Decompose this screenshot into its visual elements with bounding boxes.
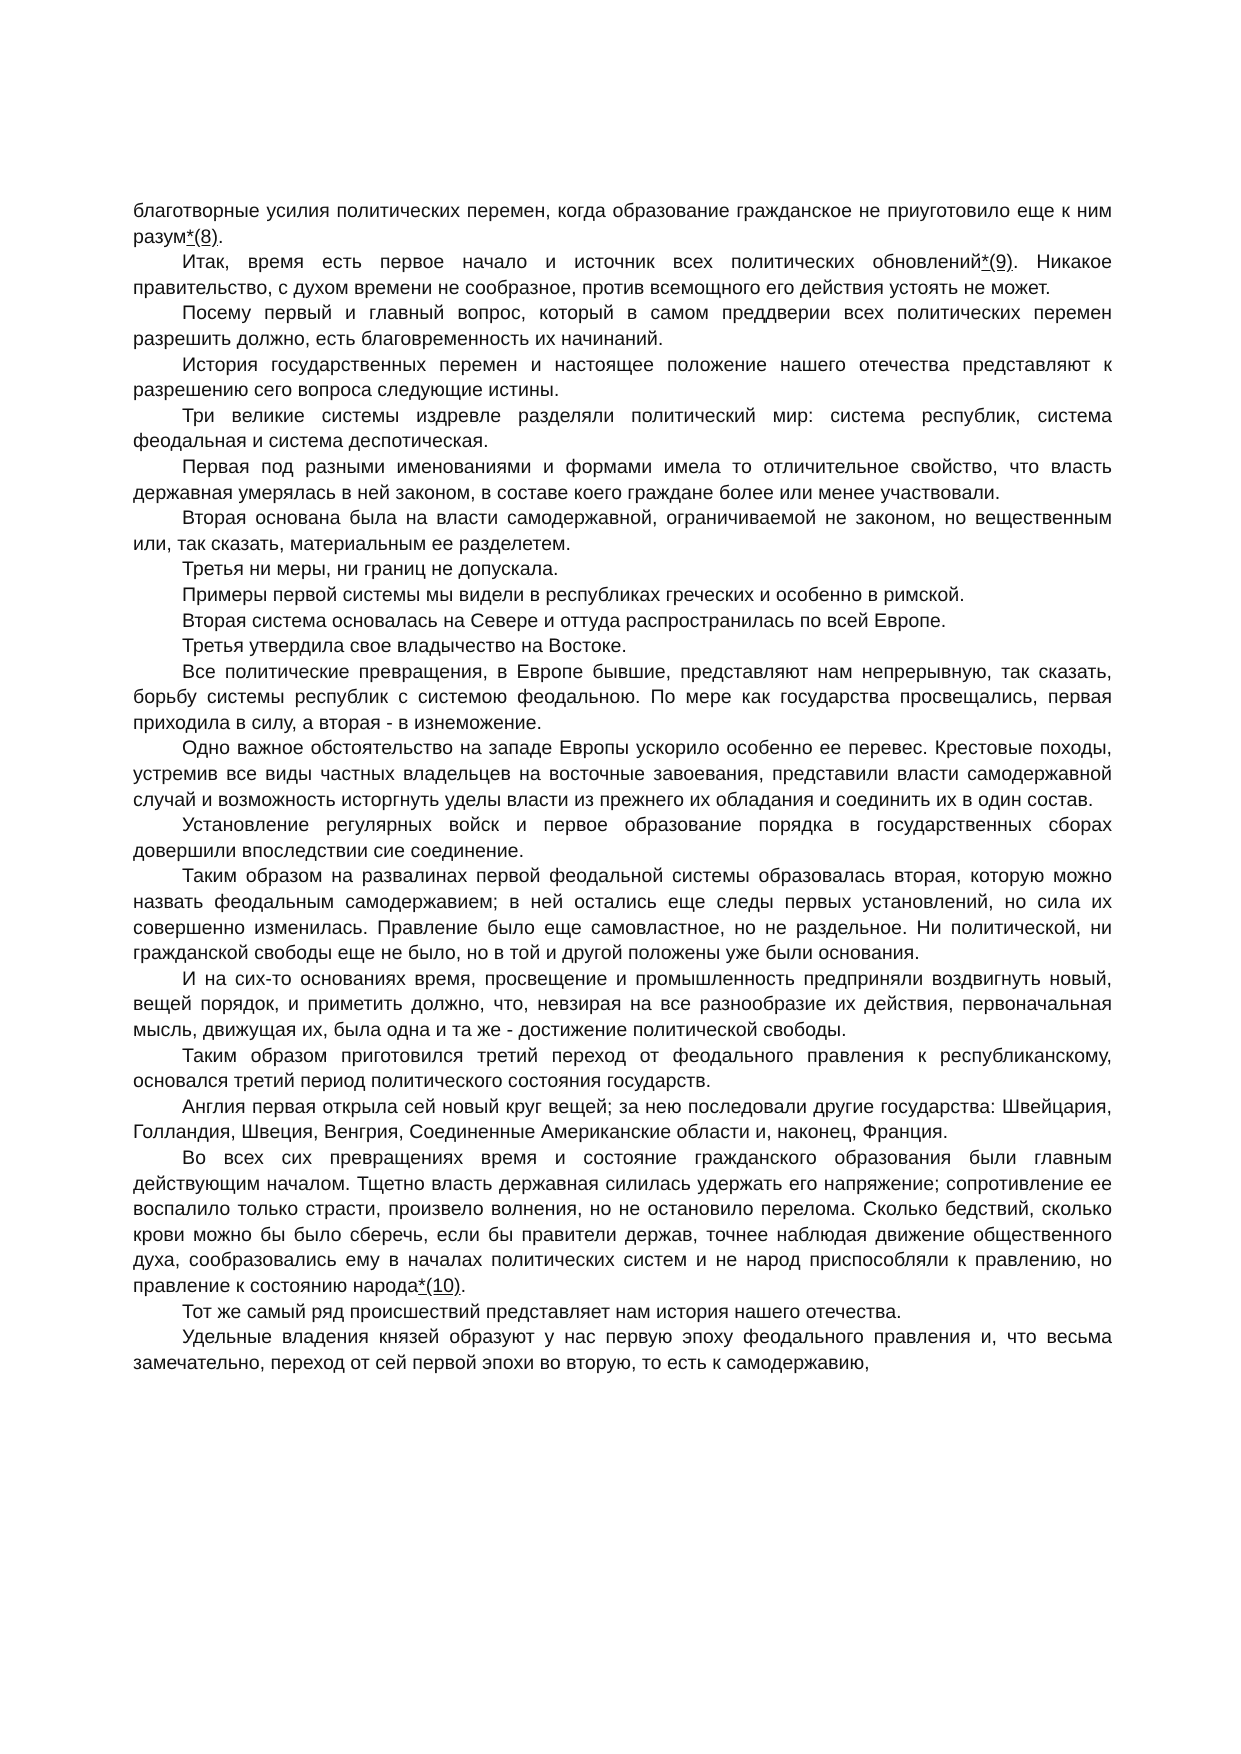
paragraph-1-tail: . xyxy=(217,225,224,248)
paragraph-14: Установление регулярных войск и первое образование порядка в государственных сборах довершили впоследствии сие соединение. xyxy=(133,814,1112,862)
paragraph-8: Третья ни меры, ни границ не допускала. xyxy=(182,558,559,581)
paragraph-9: Примеры первой системы мы видели в республиках греческих и особенно в римской. xyxy=(182,583,965,606)
paragraph-15: Таким образом на развалинах первой феодальной системы образовалась вторая, которую можно назвать феодальным самодержавием; в ней остались еще следы первых установлений, но сила их совершенно изменилась. Правление было еще самовластное, но не раздельное. Ни политической, ни гражданской свободы еще не было, но в той и другой положены уже были основания. xyxy=(133,865,1112,965)
paragraph-13: Одно важное обстоятельство на западе Европы ускорило особенно ее перевес. Крестовые походы, устремив все виды частных владельцев на восточные завоевания, представили власти самодержавной случай и возможность исторгнуть уделы власти из прежнего их обладания и соединить их в один состав. xyxy=(133,737,1112,811)
paragraph-5: Три великие системы издревле разделяли политический мир: система республик, система феодальная и система деспотическая. xyxy=(133,404,1112,453)
paragraph-19-text: Во всех сих превращениях время и состояние гражданского образования были главным действующим началом. Тщетно власть державная силилась удержать его напряжение; сопротивление ее воспалило только страсти, произвело волнения, но не остановило перелома. Сколько бедствий, сколько крови можно бы было сберечь, если бы правители держав, точнее наблюдая движение общественного духа, сообразовались ему в началах политических систем и не народ приспособляли к правлению, но правление к состоянию народа xyxy=(133,1146,1112,1297)
paragraph-16: И на сих-то основаниях время, просвещение и промышленность предприняли воздвигнуть новый, вещей порядок, и приметить должно, что, невзирая на все разнообразие их действия, первоначальная мысль, движущая их, была одна и та же - достижение политической свободы. xyxy=(133,967,1112,1041)
paragraph-11: Третья утвердила свое владычество на Востоке. xyxy=(182,635,627,658)
paragraph-7: Вторая основана была на власти самодержавной, ограничиваемой не законом, но вещественным или, так сказать, материальным ее разделетем. xyxy=(133,507,1112,555)
paragraph-10: Вторая система основалась на Севере и оттуда распространилась по всей Европе. xyxy=(182,609,947,632)
paragraph-2-tail: . Никакое правительство, с духом времени не сообразное, против всемощного его действия устоять не может. xyxy=(133,251,1112,299)
paragraph-19-tail: . xyxy=(460,1274,467,1297)
paragraph-3: Посему первый и главный вопрос, который в самом преддверии всех политических перемен разрешить должно, есть благовременность их начинаний. xyxy=(133,302,1112,350)
paragraph-4: История государственных перемен и настоящее положение нашего отечества представляют к разрешению сего вопроса следующие истины. xyxy=(133,353,1112,402)
paragraph-2-text: Итак, время есть первое начало и источник всех политических обновлений xyxy=(182,251,982,274)
paragraph-1-text: благотворные усилия политических перемен, когда образование гражданское не приуготовило еще к ним разум xyxy=(133,200,1112,248)
paragraph-1 xyxy=(133,199,1112,250)
paragraph-12: Все политические превращения, в Европе бывшие, представляют нам непрерывную, так сказать, борьбу системы республик с системою феодальною. По мере как государства просвещались, первая приходила в силу, а вторая - в изнеможение. xyxy=(133,660,1112,734)
paragraph-18: Англия первая открыла сей новый круг вещей; за нею последовали другие государства: Швейцария, Голландия, Швеция, Венгрия, Соединенные Американские области и, наконец, Франция. xyxy=(133,1095,1112,1144)
paragraph-19 xyxy=(133,1146,1112,1300)
paragraph-20: Тот же самый ряд происшествий представляет нам история нашего отечества. xyxy=(182,1300,902,1323)
paragraph-17: Таким образом приготовился третий переход от феодального правления к республиканскому, основался третий период политического состояния государств. xyxy=(133,1044,1112,1093)
footnote-link-10[interactable]: *(10) xyxy=(418,1274,461,1297)
paragraph-6: Первая под разными именованиями и формами имела то отличительное свойство, что власть державная умерялась в ней законом, в составе коего граждане более или менее участвовали. xyxy=(133,455,1112,504)
document-page xyxy=(133,199,1112,1376)
paragraph-2 xyxy=(133,250,1112,301)
footnote-link-9[interactable]: *(9) xyxy=(981,251,1013,274)
paragraph-21: Удельные владения князей образуют у нас первую эпоху феодального правления и, что весьма замечательно, переход от сей первой эпохи во вторую, то есть к самодержавию, xyxy=(133,1326,1112,1374)
footnote-link-8[interactable]: *(8) xyxy=(186,225,218,248)
